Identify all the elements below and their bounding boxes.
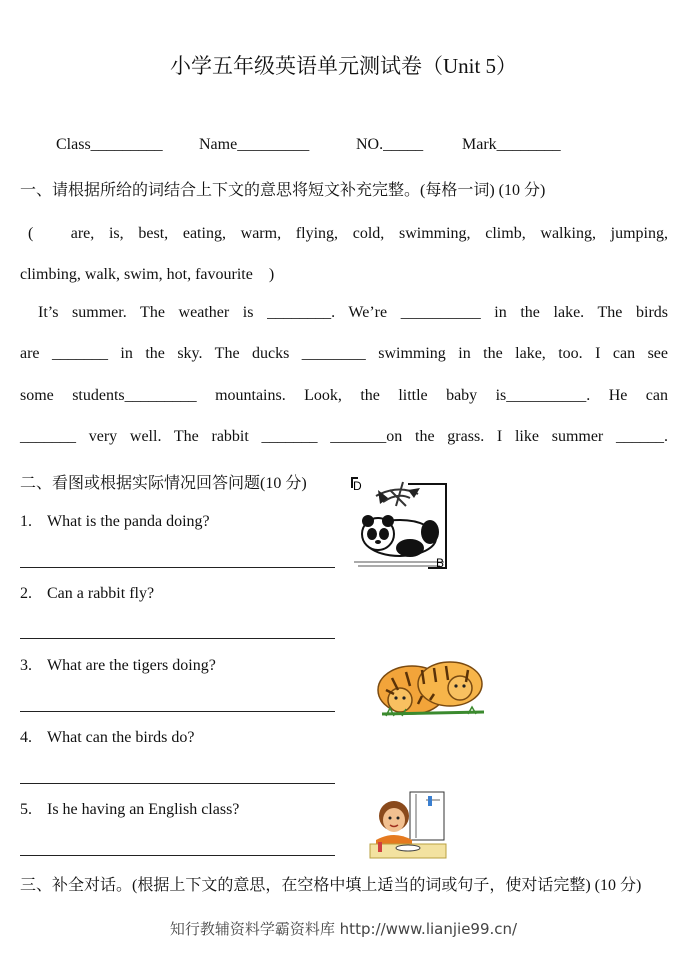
number-field: NO._____: [356, 136, 424, 153]
question-number: 2.: [20, 585, 32, 602]
question-text: What are the tigers doing?: [47, 657, 216, 674]
passage-line-4: _______ very well. The rabbit _______ _______on the grass. I like summer ______.: [20, 428, 668, 445]
answer-line-5: [20, 855, 335, 856]
question-text: Can a rabbit fly?: [47, 585, 155, 602]
answer-line-1: [20, 567, 335, 568]
question-3: [20, 657, 216, 675]
picture-mark-b: B: [436, 556, 445, 570]
passage-line-3: some students_________ mountains. Look, the little baby is__________. He can: [20, 387, 668, 404]
question-text: What can the birds do?: [47, 729, 195, 746]
question-2: [20, 585, 154, 603]
question-number: 4.: [20, 729, 32, 746]
passage-line-1: It’s summer. The weather is ________. We’re __________ in the lake. The birds: [38, 304, 668, 321]
panda-picture: [348, 476, 450, 570]
section2-heading: 二、看图或根据实际情况回答问题(10 分): [20, 475, 307, 492]
question-4: [20, 729, 195, 747]
question-text: What is the panda doing?: [47, 513, 210, 530]
word-bank-line-2: climbing, walk, swim, hot, favourite ): [20, 266, 275, 283]
name-field: Name_________: [199, 136, 310, 153]
question-number: 3.: [20, 657, 32, 674]
answer-line-2: [20, 638, 335, 639]
mark-field: Mark________: [462, 136, 561, 153]
question-number: 5.: [20, 801, 32, 818]
section1-heading: 一、请根据所给的词结合上下文的意思将短文补充完整。(每格一词) (10 分): [20, 182, 546, 199]
answer-line-3: [20, 711, 335, 712]
question-5: [20, 801, 239, 819]
word-bank-line-1: ( are, is, best, eating, warm, flying, cold, swimming, climb, walking, jumping,: [28, 225, 668, 242]
boy-at-desk-picture: [366, 788, 448, 860]
class-field: Class_________: [56, 136, 163, 153]
answer-line-4: [20, 783, 335, 784]
question-text: Is he having an English class?: [47, 801, 240, 818]
question-1: [20, 513, 210, 531]
picture-mark-d: D: [353, 479, 362, 493]
question-number: 1.: [20, 513, 32, 530]
watermark-footer: 知行教辅资料学霸资料库 http://www.lianjie99.cn/: [169, 920, 518, 938]
section3-heading: 三、补全对话。(根据上下文的意思，在空格中填上适当的词或句子，使对话完整) (10 分): [20, 877, 642, 894]
passage-line-2: are _______ in the sky. The ducks ________ swimming in the lake, too. I can see: [20, 345, 668, 362]
tigers-picture: [372, 650, 494, 724]
page-title: 小学五年级英语单元测试卷（Unit 5）: [169, 54, 518, 78]
